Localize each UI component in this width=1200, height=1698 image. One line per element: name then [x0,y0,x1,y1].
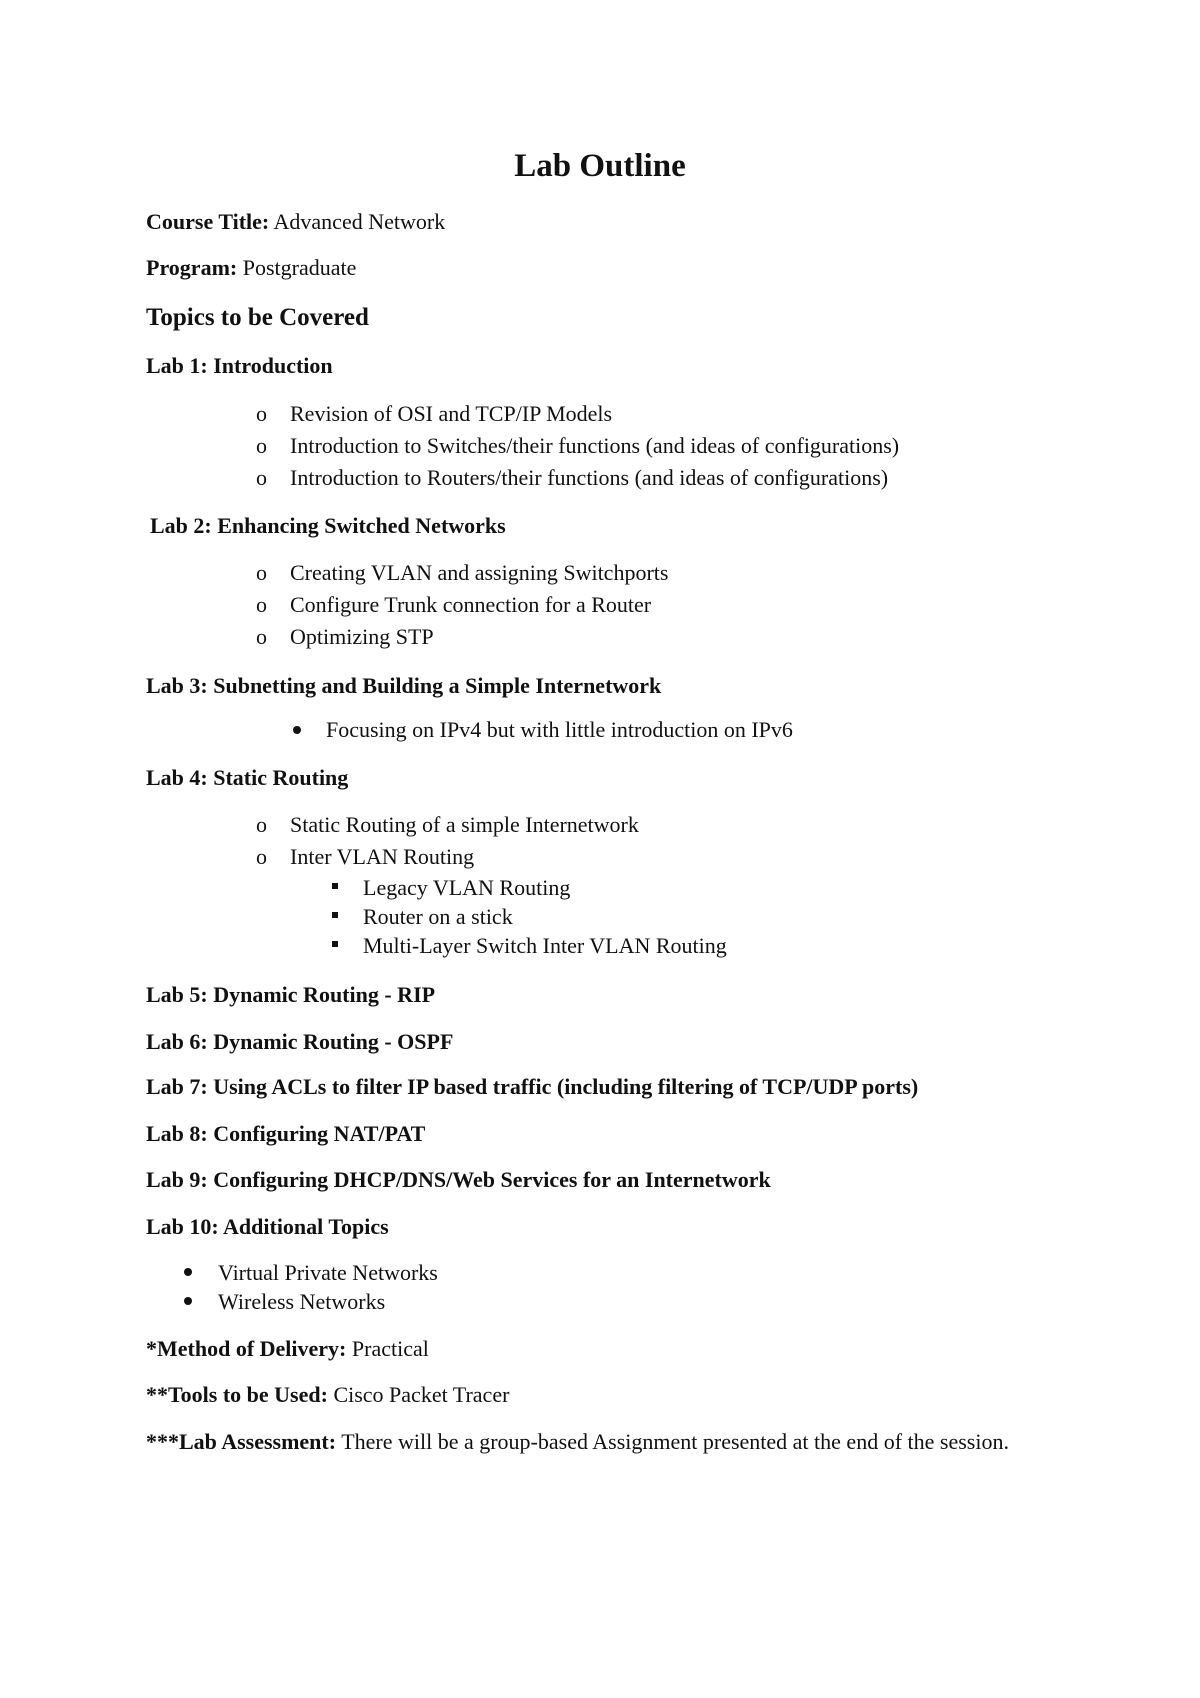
tools-line [146,1381,509,1409]
list-item: Virtual Private Networks [218,1260,438,1285]
lab-heading: Lab 7: Using ACLs to filter IP based traffic (including filtering of TCP/UDP ports) [146,1074,919,1099]
bullet-dot-icon [184,1268,192,1276]
list-item: Wireless Networks [218,1289,386,1314]
lab-heading: Lab 4: Static Routing [146,765,349,790]
circle-bullet-icon: o [256,433,267,458]
list-item: Configure Trunk connection for a Router [290,592,652,617]
square-bullet-icon [332,941,338,947]
page-title: Lab Outline [514,148,686,184]
delivery-value: Practical [351,1336,429,1361]
list-item: Focusing on IPv4 but with little introduction on IPv6 [326,717,793,742]
assessment-value: There will be a group-based Assignment presented at the end of the session. [341,1429,1009,1454]
sub-list-item: Multi-Layer Switch Inter VLAN Routing [363,933,727,958]
course-title-label: Course Title: [146,209,270,234]
circle-bullet-icon: o [256,844,267,869]
lab-heading: Lab 2: Enhancing Switched Networks [150,513,506,538]
bullet-dot-icon [293,726,301,734]
circle-bullet-icon: o [256,401,267,426]
list-item: Static Routing of a simple Internetwork [290,812,639,837]
program-value: Postgraduate [242,255,357,280]
circle-bullet-icon: o [256,465,267,490]
lab-heading: Lab 9: Configuring DHCP/DNS/Web Services for an Internetwork [146,1167,771,1192]
list-item: Optimizing STP [290,624,434,649]
circle-bullet-icon: o [256,812,267,837]
assessment-label: ***Lab Assessment: [146,1429,337,1454]
list-item: Introduction to Routers/their functions (and ideas of configurations) [290,465,889,490]
lab-heading: Lab 6: Dynamic Routing - OSPF [146,1029,454,1054]
course-title-value: Advanced Network [273,209,446,234]
circle-bullet-icon: o [256,560,267,585]
lab-heading: Lab 5: Dynamic Routing - RIP [146,982,436,1007]
lab-heading: Lab 10: Additional Topics [146,1214,389,1239]
circle-bullet-icon: o [256,592,267,617]
delivery-line [146,1335,429,1363]
list-item: Revision of OSI and TCP/IP Models [290,401,613,426]
course-title-line [146,208,445,236]
lab-heading: Lab 8: Configuring NAT/PAT [146,1121,426,1146]
tools-label: **Tools to be Used: [146,1382,328,1407]
tools-value: Cisco Packet Tracer [333,1382,510,1407]
sub-list-item: Router on a stick [363,904,513,929]
square-bullet-icon [332,883,338,889]
square-bullet-icon [332,912,338,918]
lab-heading: Lab 1: Introduction [146,353,333,378]
bullet-dot-icon [184,1297,192,1305]
list-item: Introduction to Switches/their functions (and ideas of configurations) [290,433,900,458]
program-label: Program: [146,255,238,280]
delivery-label: *Method of Delivery: [146,1336,347,1361]
circle-bullet-icon: o [256,624,267,649]
assessment-paragraph [146,1427,1046,1457]
list-item: Creating VLAN and assigning Switchports [290,560,669,585]
program-line [146,254,356,282]
lab-heading: Lab 3: Subnetting and Building a Simple Internetwork [146,673,662,698]
list-item: Inter VLAN Routing [290,844,475,869]
sub-list-item: Legacy VLAN Routing [363,875,571,900]
topics-heading: Topics to be Covered [146,304,369,331]
